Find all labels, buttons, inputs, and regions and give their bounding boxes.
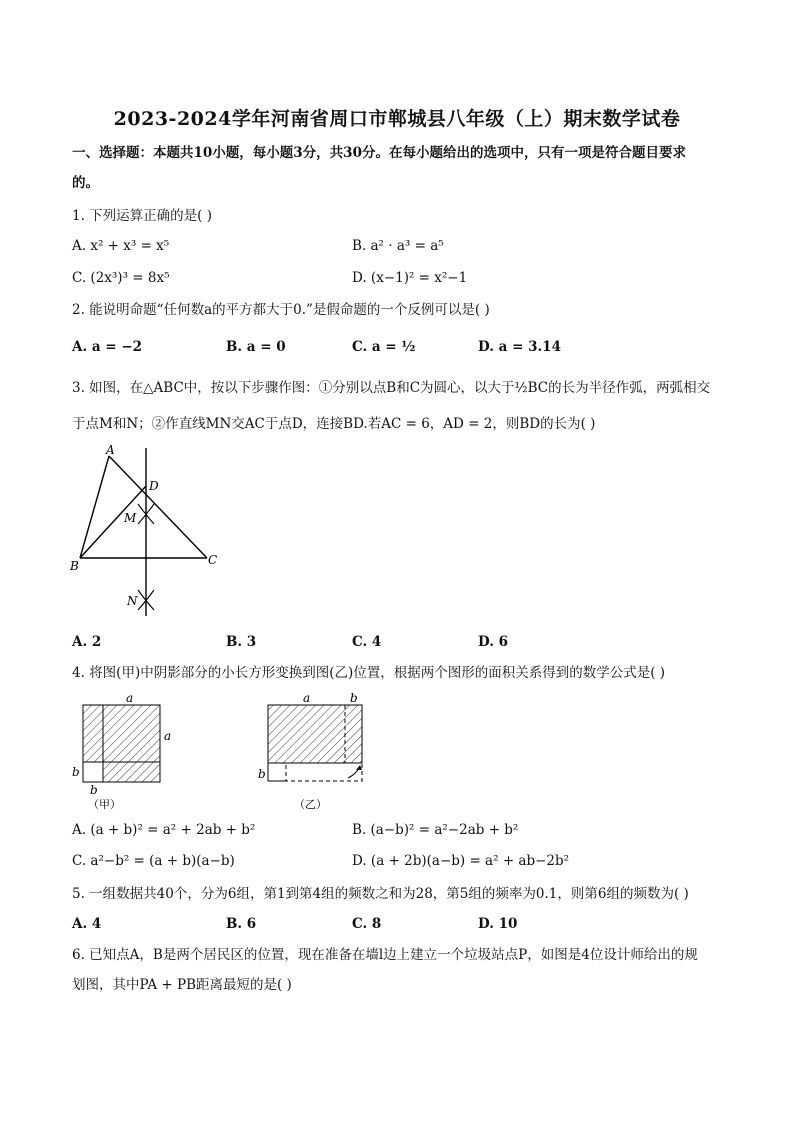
label-n: N — [127, 594, 138, 608]
q2-option-a: A. a = −2 — [72, 339, 143, 355]
q3-triangle-figure — [64, 440, 234, 622]
q4-stem: 4. 将图(甲)中阴影部分的小长方形变换到图(乙)位置，根据两个图形的面积关系得到的数学公式是( ) — [72, 665, 666, 681]
section-heading-line1: 一、选择题：本题共10小题，每小题3分，共30分。在每小题给出的选项中，只有一项是符合题目要求 — [72, 145, 686, 161]
jia-label-a-right: a — [164, 729, 172, 743]
yi-label-b-left: b — [258, 767, 266, 781]
jia-label-a-top: a — [126, 691, 134, 705]
q5-option-a: A. 4 — [72, 916, 102, 932]
segment-ac — [109, 456, 207, 558]
q1-option-b: B. a² · a³ = a⁵ — [352, 238, 444, 254]
q4-figure-yi — [256, 688, 376, 812]
q3-stem-line1: 3. 如图，在△ABC中，按以下步骤作图：①分别以点B和C为圆心，以大于½BC的长为半径作弧，两弧相交 — [72, 380, 711, 396]
q2-option-d: D. a = 3.14 — [478, 339, 561, 355]
page-title: 2023-2024学年河南省周口市郸城县八年级（上）期末数学试卷 — [113, 108, 681, 130]
yi-dashed-strip — [286, 763, 362, 781]
q6-stem-line1: 6. 已知点A，B是两个居民区的位置，现在准备在墙l边上建立一个垃圾站点P，如图是4位设计师给出的规 — [72, 947, 698, 963]
q5-option-b: B. 6 — [226, 916, 257, 932]
label-c: C — [208, 553, 218, 567]
jia-cut-square — [83, 762, 103, 782]
label-a: A — [106, 443, 115, 457]
yi-label-b-top: b — [350, 691, 358, 705]
q5-stem: 5. 一组数据共40个，分为6组，第1到第4组的频数之和为28，第5组的频率为0.1，则第6组的频数为( ) — [72, 886, 689, 902]
yi-shaded-region — [268, 705, 362, 763]
q1-option-d: D. (x−1)² = x²−1 — [352, 270, 468, 286]
q5-option-d: D. 10 — [478, 916, 518, 932]
q5-option-c: C. 8 — [352, 916, 382, 932]
q2-stem: 2. 能说明命题“任何数a的平方都大于0.”是假命题的一个反例可以是( ) — [72, 302, 490, 318]
q2-option-b: B. a = 0 — [226, 339, 286, 355]
jia-label-b-left: b — [72, 765, 80, 779]
q4-option-a: A. (a + b)² = a² + 2ab + b² — [72, 822, 256, 838]
jia-caption: （甲） — [88, 798, 121, 811]
q1-stem: 1. 下列运算正确的是( ) — [72, 208, 212, 224]
yi-label-a-top: a — [303, 691, 311, 705]
q1-option-c: C. (2x³)³ = 8x⁵ — [72, 270, 170, 286]
section-heading-line2: 的。 — [72, 175, 99, 191]
q4-figure-jia — [66, 688, 186, 812]
yi-caption: （乙） — [294, 798, 327, 811]
q3-option-b: B. 3 — [226, 634, 257, 650]
label-m: M — [124, 511, 137, 525]
q4-option-c: C. a²−b² = (a + b)(a−b) — [72, 853, 235, 869]
q4-option-b: B. (a−b)² = a²−2ab + b² — [352, 822, 519, 838]
q1-option-a: A. x² + x³ = x⁵ — [72, 238, 170, 254]
label-b: B — [70, 559, 79, 573]
q3-option-c: C. 4 — [352, 634, 382, 650]
q4-option-d: D. (a + 2b)(a−b) = a² + ab−2b² — [352, 853, 570, 869]
q3-stem-line2: 于点M和N；②作直线MN交AC于点D，连接BD.若AC = 6，AD = 2，则BD的长为( ) — [72, 416, 596, 432]
q2-option-c: C. a = ½ — [352, 339, 416, 355]
jia-label-b-bottom: b — [90, 783, 98, 797]
q3-option-d: D. 6 — [478, 634, 509, 650]
q3-option-a: A. 2 — [72, 634, 102, 650]
q6-stem-line2: 划图，其中PA + PB距离最短的是( ) — [72, 977, 292, 993]
label-d: D — [149, 479, 159, 493]
